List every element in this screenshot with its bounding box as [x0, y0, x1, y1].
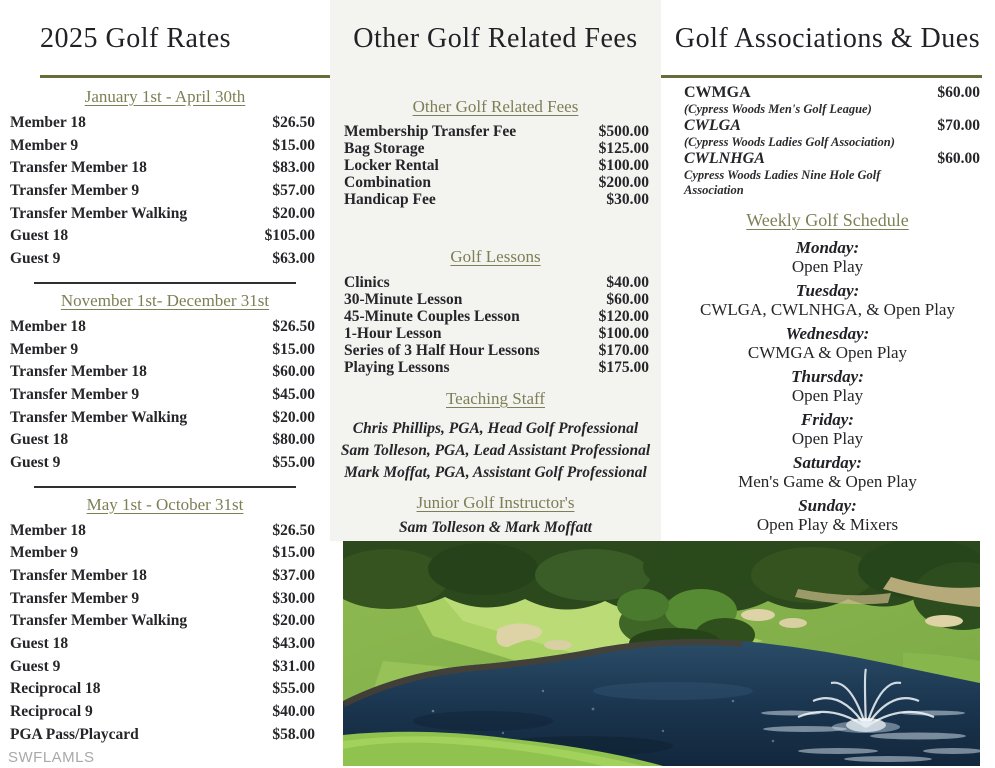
fee-value: $100.00	[598, 157, 649, 174]
association-name: CWLNHGA	[684, 150, 765, 167]
association-cwlnhga	[684, 150, 980, 198]
rate-label: Transfer Member 18	[10, 159, 147, 177]
fee-row	[330, 123, 661, 140]
rate-value: $45.00	[272, 385, 315, 403]
fee-row	[330, 157, 661, 174]
rate-label: PGA Pass/Playcard	[10, 725, 139, 743]
association-info	[684, 84, 872, 117]
lesson-row	[330, 308, 661, 325]
lesson-label: Playing Lessons	[344, 359, 450, 376]
rate-label: Member 9	[10, 340, 79, 358]
rate-row	[0, 137, 330, 160]
association-dues: $60.00	[937, 84, 980, 101]
schedule-day-activity: Open Play	[791, 429, 864, 448]
schedule-day	[660, 367, 995, 405]
schedule-day	[660, 496, 995, 534]
staff-member-line: Mark Moffat, PGA, Assistant Golf Professional	[344, 464, 647, 481]
lesson-label: 45-Minute Couples Lesson	[344, 308, 520, 325]
staff-member-line: Sam Tolleson, PGA, Lead Assistant Professional	[340, 442, 651, 459]
rate-value: $37.00	[272, 567, 315, 584]
rate-value: $26.50	[272, 317, 315, 335]
rate-row	[0, 522, 330, 545]
fee-row	[330, 140, 661, 157]
rate-row	[0, 409, 330, 432]
association-cwmga	[684, 84, 980, 117]
fee-value: $200.00	[598, 174, 649, 191]
schedule-day-name: Thursday:	[791, 367, 864, 386]
schedule-day-name: Wednesday:	[785, 324, 870, 343]
rate-value: $26.50	[272, 114, 315, 131]
association-dues: $60.00	[937, 150, 980, 167]
season-header: January 1st - April 30th	[84, 87, 246, 106]
rate-value: $58.00	[272, 725, 315, 743]
staff-member-line: Chris Phillips, PGA, Head Golf Professional	[352, 420, 639, 437]
lesson-row	[330, 325, 661, 342]
rate-label: Guest 18	[10, 635, 69, 653]
fee-value: $30.00	[606, 191, 649, 208]
rate-row	[0, 114, 330, 137]
rate-row	[0, 454, 330, 477]
rate-value: $15.00	[272, 340, 315, 358]
schedule-day-activity: CWLGA, CWLNHGA, & Open Play	[700, 300, 955, 319]
season-section-may-oct	[0, 494, 330, 749]
fees-title: Other Golf Related Fees	[353, 23, 638, 54]
rate-row	[0, 680, 330, 703]
schedule-day-name: Tuesday:	[795, 281, 860, 300]
fee-label: Combination	[344, 174, 431, 191]
rate-row	[0, 227, 330, 250]
rate-value: $40.00	[272, 703, 315, 721]
fee-value: $500.00	[598, 123, 649, 140]
rate-row	[0, 363, 330, 386]
rate-label: Member 9	[10, 136, 79, 154]
association-description: Cypress Woods Ladies Nine Hole Golf Association	[684, 168, 881, 197]
rate-row	[0, 703, 330, 726]
lesson-label: 1-Hour Lesson	[344, 325, 442, 342]
rate-row	[0, 318, 330, 341]
lesson-value: $60.00	[606, 291, 649, 308]
lesson-row	[330, 274, 661, 291]
fees-column	[330, 0, 661, 541]
fee-row	[330, 191, 661, 208]
rate-label: Transfer Member 18	[10, 363, 147, 381]
schedule-day	[660, 281, 995, 319]
schedule-day-name: Friday:	[801, 410, 854, 429]
rate-row	[0, 431, 330, 454]
teaching-staff-header: Teaching Staff	[445, 389, 546, 408]
lesson-label: Series of 3 Half Hour Lessons	[344, 342, 540, 359]
rate-value: $80.00	[272, 431, 315, 449]
rate-row	[0, 658, 330, 681]
lesson-label: 30-Minute Lesson	[344, 291, 463, 308]
weekly-schedule-header: Weekly Golf Schedule	[746, 210, 909, 230]
golf-course-photo	[343, 541, 980, 766]
schedule-day-name: Monday:	[795, 238, 860, 257]
rate-label: Transfer Member 9	[10, 385, 140, 403]
rate-value: $55.00	[272, 453, 315, 471]
schedule-day	[660, 238, 995, 276]
schedule-day-activity: Open Play	[791, 386, 864, 405]
rate-value: $57.00	[272, 182, 315, 200]
lesson-value: $100.00	[598, 325, 649, 342]
rate-value: $15.00	[272, 136, 315, 154]
rate-row	[0, 635, 330, 658]
association-description: (Cypress Woods Ladies Golf Association)	[684, 135, 895, 149]
rate-label: Transfer Member 18	[10, 567, 147, 584]
rate-row	[0, 182, 330, 205]
rate-label: Guest 9	[10, 453, 61, 471]
season-header: May 1st - October 31st	[86, 494, 244, 514]
rates-column	[0, 0, 330, 768]
rate-value: $15.00	[272, 544, 315, 562]
lesson-value: $175.00	[598, 359, 649, 376]
rate-label: Guest 9	[10, 657, 61, 675]
season-section-jan-apr	[0, 86, 330, 273]
rate-label: Member 18	[10, 317, 86, 335]
rate-value: $20.00	[272, 204, 315, 222]
association-cwlga	[684, 117, 980, 150]
fee-label: Bag Storage	[344, 140, 425, 157]
lesson-value: $40.00	[606, 274, 649, 291]
fee-value: $125.00	[598, 140, 649, 157]
schedule-day-activity: Open Play	[791, 257, 864, 276]
fee-label: Membership Transfer Fee	[344, 123, 517, 140]
rate-value: $20.00	[272, 612, 315, 630]
rate-label: Member 18	[10, 114, 86, 131]
lesson-row	[330, 359, 661, 376]
rate-value: $20.00	[272, 408, 315, 426]
schedule-day-name: Sunday:	[798, 496, 857, 515]
rate-label: Reciprocal 18	[10, 680, 101, 698]
rate-label: Member 9	[10, 544, 79, 562]
association-info	[684, 150, 902, 198]
section-divider	[34, 486, 296, 488]
rate-value: $26.50	[272, 521, 315, 539]
rate-label: Guest 18	[10, 431, 69, 449]
schedule-day	[660, 324, 995, 362]
rate-value: $60.00	[272, 363, 315, 381]
fee-row	[330, 174, 661, 191]
rate-label: Transfer Member Walking	[10, 408, 188, 426]
association-name: CWLGA	[684, 117, 741, 134]
rate-label: Member 18	[10, 521, 86, 539]
associations-title: Golf Associations & Dues	[674, 23, 981, 54]
rate-row	[0, 726, 330, 749]
rate-value: $31.00	[272, 657, 315, 675]
rate-label: Transfer Member Walking	[10, 204, 188, 222]
mls-watermark: SWFLAMLS	[8, 749, 95, 766]
rate-row	[0, 612, 330, 635]
lessons-section-header: Golf Lessons	[450, 247, 541, 266]
association-name: CWMGA	[684, 84, 751, 101]
fee-label: Handicap Fee	[344, 191, 436, 208]
rate-row	[0, 567, 330, 590]
season-section-nov-dec	[0, 290, 330, 477]
association-info	[684, 117, 895, 150]
rate-value: $55.00	[272, 680, 315, 698]
rate-value: $83.00	[272, 159, 315, 177]
rate-label: Reciprocal 9	[10, 703, 93, 721]
association-dues: $70.00	[937, 117, 980, 134]
rate-label: Transfer Member Walking	[10, 612, 188, 630]
junior-instructors-header: Junior Golf Instructor's	[416, 493, 575, 512]
section-divider	[34, 282, 296, 284]
rate-value: $30.00	[272, 589, 315, 607]
schedule-day-name: Saturday:	[793, 453, 862, 472]
lesson-row	[330, 342, 661, 359]
schedule-day-activity: Open Play & Mixers	[756, 515, 899, 534]
schedule-day	[660, 410, 995, 448]
lesson-label: Clinics	[344, 274, 390, 291]
rate-row	[0, 341, 330, 364]
rate-row	[0, 250, 330, 273]
rate-value: $105.00	[264, 227, 315, 245]
association-description: (Cypress Woods Men's Golf League)	[684, 102, 872, 116]
schedule-day	[660, 453, 995, 491]
rate-row	[0, 205, 330, 228]
schedule-day-activity: CWMGA & Open Play	[747, 343, 908, 362]
rate-row	[0, 590, 330, 613]
lesson-row	[330, 291, 661, 308]
golf-course-illustration	[343, 541, 980, 766]
junior-instructors-names: Sam Tolleson & Mark Moffatt	[399, 519, 592, 536]
fee-label: Locker Rental	[344, 157, 439, 174]
lesson-value: $120.00	[598, 308, 649, 325]
lesson-value: $170.00	[598, 342, 649, 359]
associations-list	[660, 84, 995, 198]
associations-column	[660, 0, 995, 541]
fees-section-header: Other Golf Related Fees	[412, 97, 579, 116]
rate-row	[0, 544, 330, 567]
rate-label: Guest 9	[10, 250, 61, 268]
rates-title: 2025 Golf Rates	[40, 23, 232, 54]
rate-row	[0, 159, 330, 182]
rate-row	[0, 386, 330, 409]
schedule-day-activity: Men's Game & Open Play	[738, 472, 917, 491]
rate-label: Transfer Member 9	[10, 589, 140, 607]
rate-label: Guest 18	[10, 227, 69, 245]
rate-label: Transfer Member 9	[10, 182, 140, 200]
season-header: November 1st- December 31st	[60, 290, 270, 310]
rate-value: $63.00	[272, 250, 315, 268]
rate-value: $43.00	[272, 635, 315, 653]
